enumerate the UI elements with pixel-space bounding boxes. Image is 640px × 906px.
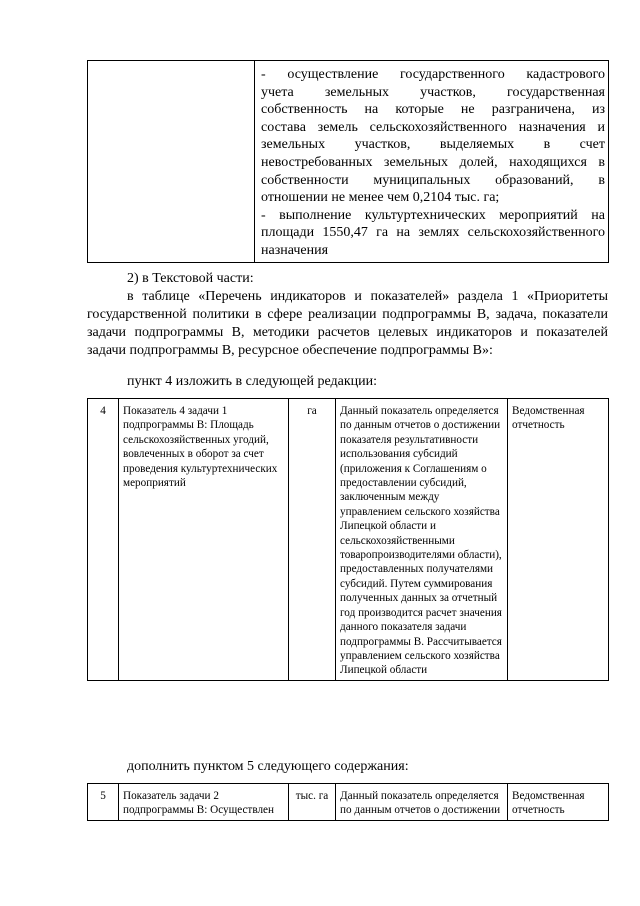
text-line: площади 1550,47 га на землях сельскохозяйственного <box>261 225 605 241</box>
point-5-instruction: дополнить пунктом 5 следующего содержания: <box>127 759 409 774</box>
indicator-name: Показатель задачи 2 подпрограммы В: Осуществлен <box>119 784 289 821</box>
source-cell: Ведомственная отчетность <box>508 399 609 681</box>
text-line: собственности муниципальных образований, в <box>261 172 605 188</box>
indicator-name: Показатель 4 задачи 1 подпрограммы В: Площадь сельскохозяйственных угодий, вовлеченных в оборот за счет проведения культуртехнических мероприятий <box>119 399 289 681</box>
source-cell: Ведомственная отчетность <box>508 784 609 821</box>
paragraph-table-reference: в таблице «Перечень индикаторов и показателей» раздела 1 «Приоритеты государственной политики в сфере реализации подпрограммы В, задача, показатели задачи подпрограммы В, методики расчетов целевых индикаторов и показателей задачи подпрограммы В, ресурсное обеспечение подпрограммы В»: <box>87 289 608 358</box>
text-line: состава земель сельскохозяйственного назначения и <box>261 119 605 135</box>
unit-cell: тыс. га <box>289 784 336 821</box>
text-line: земельных участков, выделяемых в счет <box>261 137 605 153</box>
row-number: 4 <box>88 399 119 681</box>
text-line: собственность на которые не разграничена, из <box>261 102 605 118</box>
text-line: отношении не менее чем 0,2104 тыс. га; <box>261 190 500 206</box>
method-cell: Данный показатель определяется по данным отчетов о достижении показателя результативности использования субсидий (приложения к Соглашениям о предоставлении субсидий, заключенным между управлением сельского хозяйства Липецкой области и сельскохозяйственными товаропроизводителями области), предоставленных получателями субсидий. Путем суммирования полученных данных за отчетный год производится расчет значения данного показателя задачи подпрограммы В. Рассчитывается управлением сельского хозяйства Липецкой области <box>336 399 508 681</box>
unit-cell: га <box>289 399 336 681</box>
empty-cell <box>88 61 255 263</box>
item-2-heading: 2) в Текстовой части: <box>127 271 254 286</box>
text-line: невостребованных земельных долей, находящихся в <box>261 154 605 170</box>
indicator-table-point-5 <box>87 783 609 821</box>
text-line: - выполнение культуртехнических мероприятий на <box>261 207 605 223</box>
text-line: учета земельных участков, государственная <box>261 84 605 100</box>
continuation-table <box>87 60 609 263</box>
table-row <box>88 399 609 681</box>
text-line: - осуществление государственного кадастрового <box>261 67 605 82</box>
table-row <box>88 61 609 263</box>
row-number: 5 <box>88 784 119 821</box>
table-row <box>88 784 609 821</box>
method-cell: Данный показатель определяется по данным отчетов о достижении <box>336 784 508 821</box>
indicator-table-point-4 <box>87 398 609 681</box>
point-4-instruction: пункт 4 изложить в следующей редакции: <box>127 374 377 389</box>
measures-cell <box>255 61 609 263</box>
text-line: назначения <box>261 242 329 258</box>
